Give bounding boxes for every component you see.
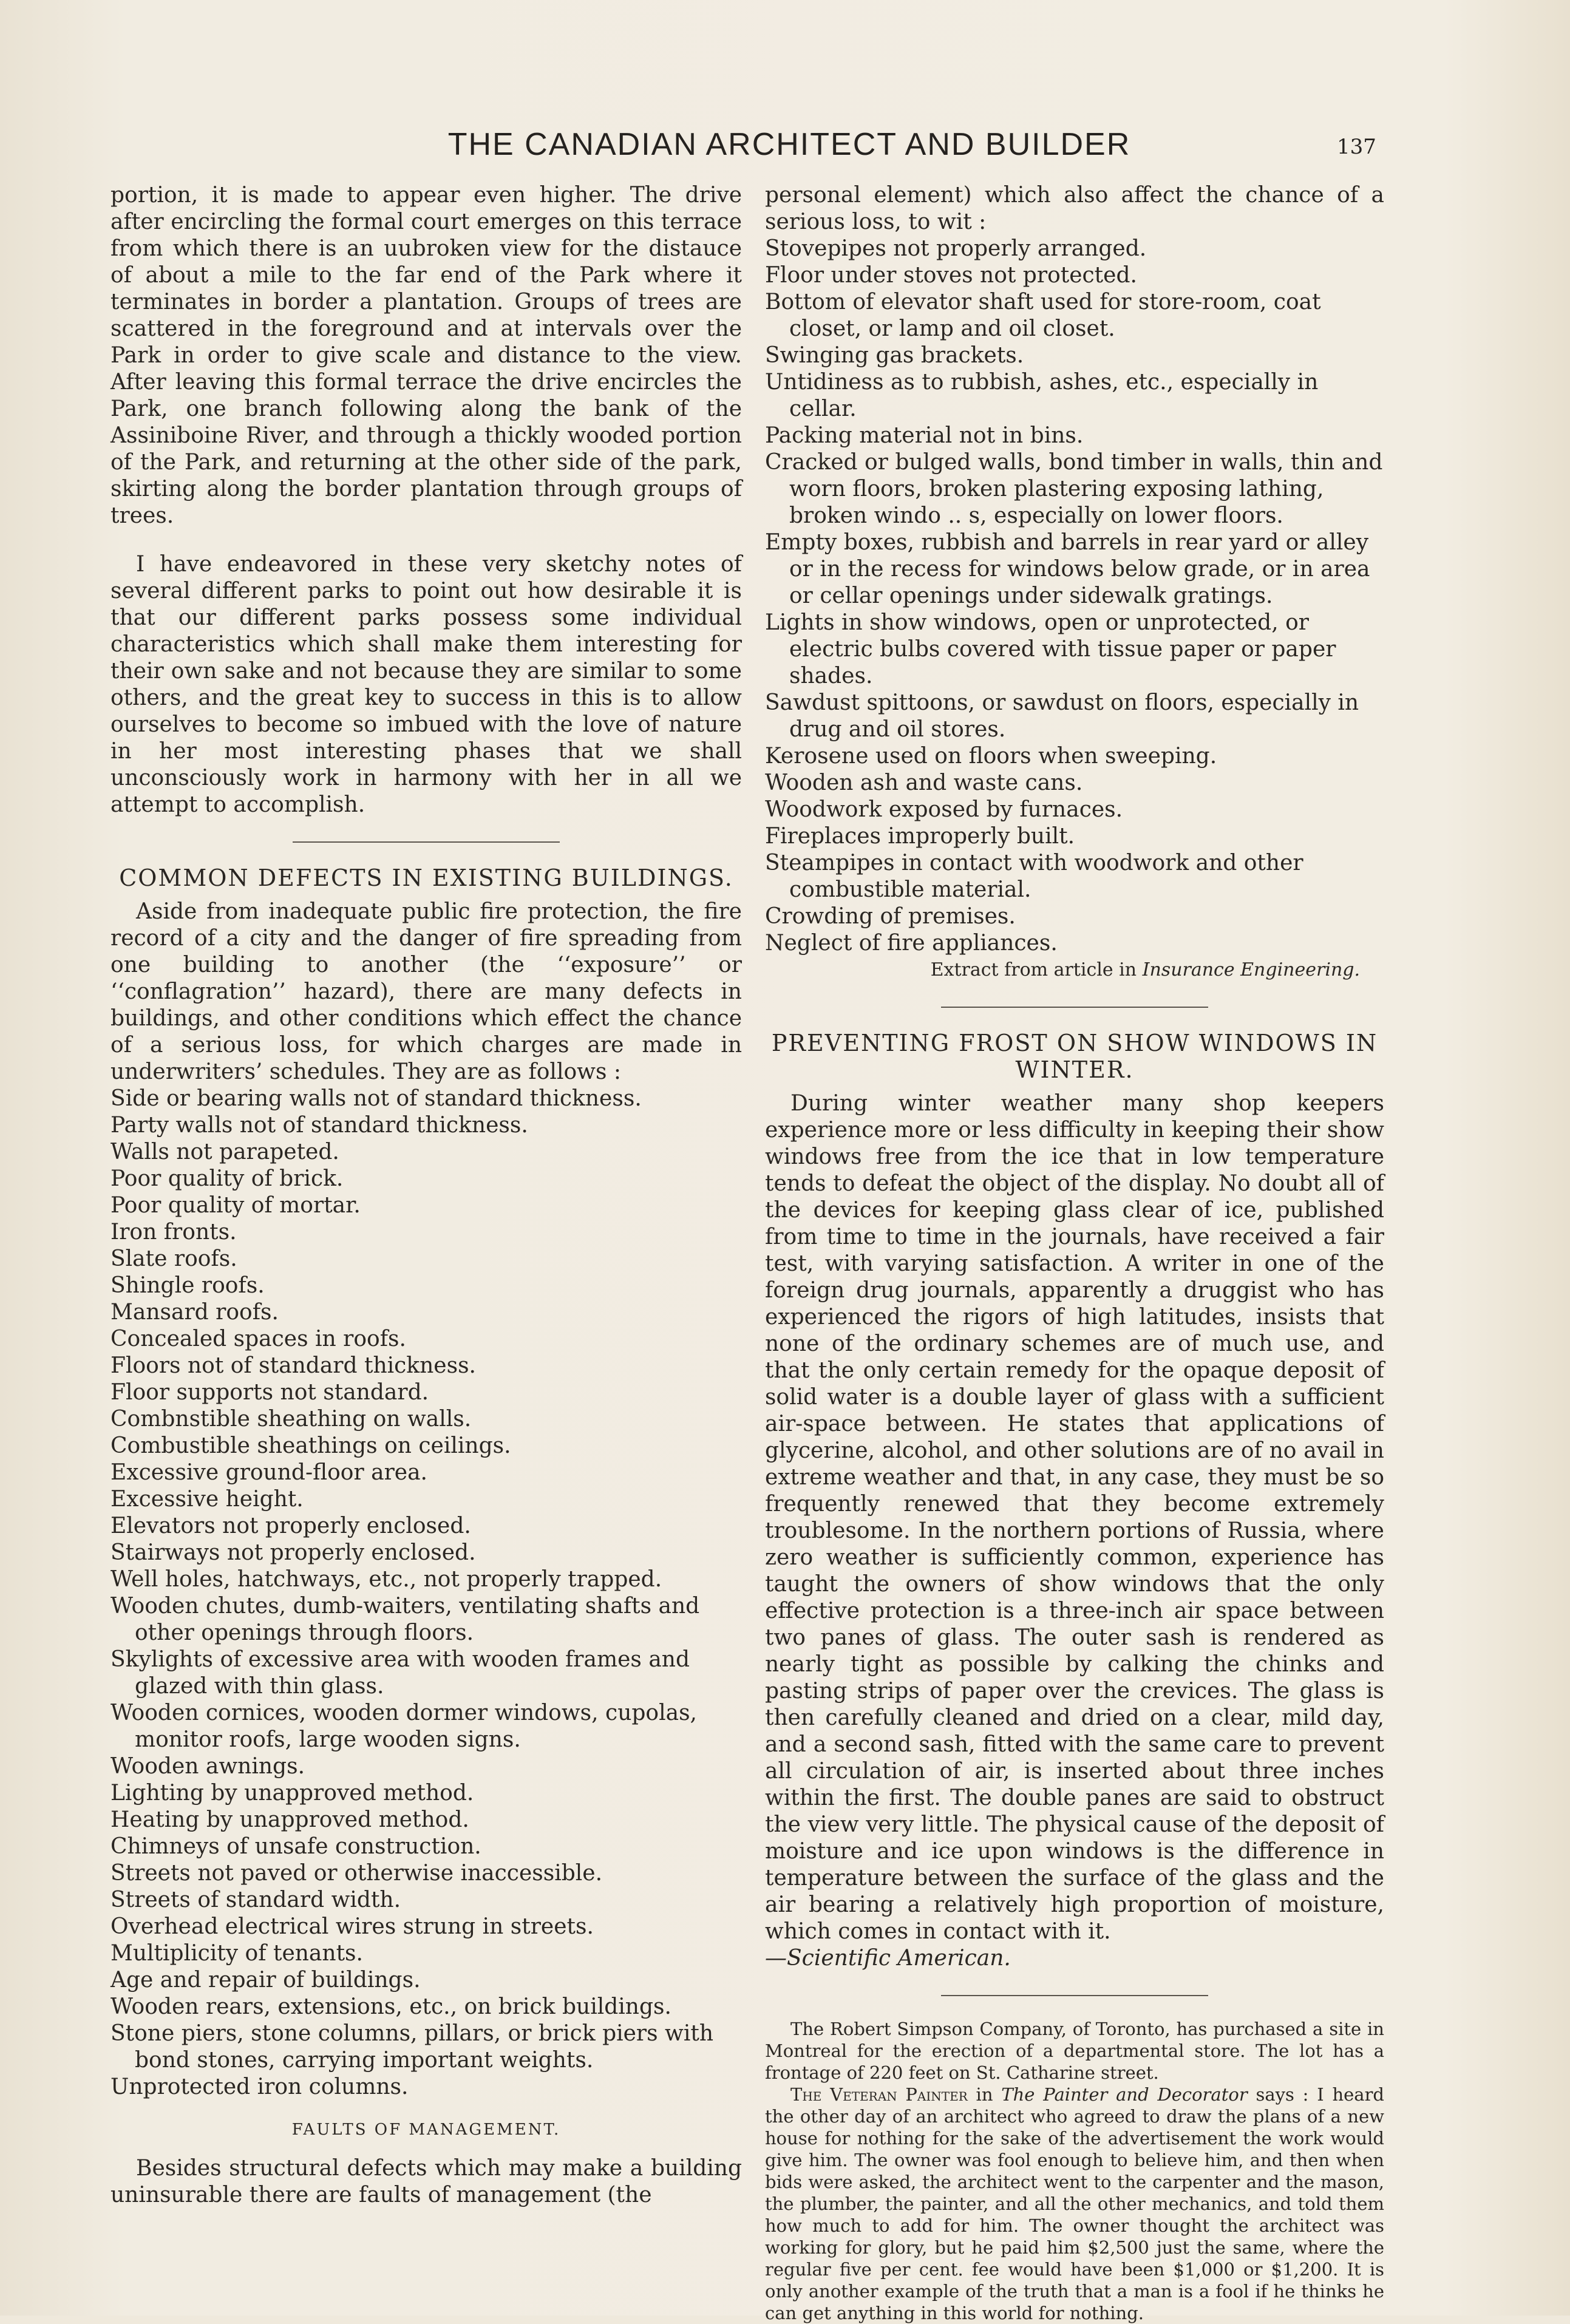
list-item: Excessive height. — [110, 1487, 304, 1512]
painter-note — [765, 2084, 1384, 2324]
credit-source: Insurance Engineering. — [1142, 959, 1360, 980]
list-item: Wooden awnings. — [110, 1754, 305, 1779]
list-item: Skylights of excessive area with wooden frames and glazed with thin glass. — [110, 1647, 690, 1699]
list-item: Excessive ground-floor area. — [110, 1460, 427, 1485]
frost-source — [765, 1945, 1384, 1972]
list-item: Side or bearing walls not of standard thickness. — [110, 1086, 642, 1111]
section-divider — [941, 1007, 1208, 1008]
list-item: Party walls not of standard thickness. — [110, 1113, 528, 1138]
frost-heading: PREVENTING FROST ON SHOW WINDOWS IN WINTER. — [771, 1030, 1378, 1083]
list-item: Stairways not properly enclosed. — [110, 1540, 476, 1565]
faults-continued: personal element) which also affect the chance of a serious loss, to wit : — [765, 183, 1384, 234]
faults-heading: FAULTS OF MANAGEMENT. — [291, 2121, 561, 2139]
park-paragraph-2: I have endeavored in these very sketchy notes of several different parks to point out how desirable it is that our different parks possess some individual characteristics which shall make them interesting for their own sake and not because they are similar to some others, and the great key to success in this is to allow ourselves to become so imbued with the love of nature in her most interesting phases that we shall unconsciously work in harmony with her in all we attempt to accomplish. — [110, 552, 742, 817]
list-item: Bottom of elevator shaft used for store-room, coat closet, or lamp and oil closet. — [765, 290, 1321, 341]
list-item: Slate roofs. — [110, 1246, 237, 1271]
list-item: Floor under stoves not protected. — [765, 263, 1137, 288]
page-number: 137 — [1337, 135, 1376, 159]
faults-list — [765, 236, 1384, 957]
list-item: Swinging gas brackets. — [765, 343, 1024, 368]
painter-body: says : I heard the other day of an architect who agreed to draw the plans of a new house for nothing for the sake of the advertisement the work would give him. The owner was fool enough to believe him, and then when bids were asked, the architect went to the carpenter and the mason, the plumber, the painter, and all the other mechanics, and told them how much to add for him. The owner thought the architect was working for glory, but he paid him $2,500 just the same, where the regular five per cent. fee would have been $1,000 or $1,200. It is only another example of the truth that a man is a fool if he thinks he can get anything in this world for nothing. — [765, 2084, 1384, 2323]
list-item: Elevators not properly enclosed. — [110, 1514, 471, 1538]
list-item: Fireplaces improperly built. — [765, 824, 1075, 849]
list-item: Iron fronts. — [110, 1220, 237, 1245]
left-column — [110, 182, 742, 2209]
list-item: Wooden rears, extensions, etc., on brick buildings. — [110, 1994, 671, 2019]
list-item: Untidiness as to rubbish, ashes, etc., especially in cellar. — [765, 370, 1319, 421]
list-item: Lights in show windows, open or unprotected, or electric bulbs covered with tissue paper or paper shades. — [765, 610, 1336, 688]
list-item: Stone piers, stone columns, pillars, or brick piers with bond stones, carrying important weights. — [110, 2021, 714, 2073]
right-column — [765, 182, 1384, 2324]
list-item: Steampipes in contact with woodwork and other combustible material. — [765, 851, 1303, 902]
park-paragraph-1: portion, it is made to appear even higher. The drive after encircling the formal court emerges on this terrace from which there is an uubroken view for the distauce of about a mile to the far end of the Park where it terminates in border a plantation. Groups of trees are scattered in the foreground and at intervals over the Park in order to give scale and distance to the view. After leaving this formal terrace the drive encircles the Park, one branch following along the bank of the Assiniboine River, and through a thickly wooded portion of the Park, and returning at the other side of the park, skirting along the border plantation through groups of trees. — [110, 183, 742, 528]
article-credit — [765, 957, 1360, 984]
list-item: Chimneys of unsafe construction. — [110, 1834, 481, 1859]
list-item: Combnstible sheathing on walls. — [110, 1407, 472, 1432]
list-item: Floors not of standard thickness. — [110, 1353, 476, 1378]
painter-lead: The Veteran Painter — [790, 2084, 968, 2105]
list-item: Packing material not in bins. — [765, 423, 1084, 448]
defects-heading: COMMON DEFECTS IN EXISTING BUILDINGS. — [119, 865, 733, 891]
list-item: Shingle roofs. — [110, 1273, 265, 1298]
list-item: Concealed spaces in roofs. — [110, 1327, 406, 1351]
simpson-note: The Robert Simpson Company, of Toronto, has purchased a site in Montreal for the erection of a departmental store. The lot has a frontage of 220 feet on St. Catharine street. — [765, 2019, 1384, 2083]
list-item: Wooden chutes, dumb-waiters, ventilating shafts and other openings through floors. — [110, 1594, 700, 1645]
list-item: Streets of standard width. — [110, 1887, 401, 1912]
list-item: Walls not parapeted. — [110, 1140, 339, 1164]
list-item: Stovepipes not properly arranged. — [765, 236, 1147, 261]
list-item: Wooden cornices, wooden dormer windows, cupolas, monitor roofs, large wooden signs. — [110, 1701, 697, 1752]
list-item: Unprotected iron columns. — [110, 2074, 409, 2099]
list-item: Poor quality of brick. — [110, 1166, 344, 1191]
list-item: Combustible sheathings on ceilings. — [110, 1433, 511, 1458]
list-item: Heating by unapproved method. — [110, 1807, 469, 1832]
list-item: Floor supports not standard. — [110, 1380, 429, 1405]
frost-source-text: —Scientific American. — [765, 1946, 1011, 1971]
list-item: Cracked or bulged walls, bond timber in walls, thin and worn floors, broken plastering exposing lathing, broken windo .. s, especially on lower floors. — [765, 450, 1383, 528]
faults-intro: Besides structural defects which may make a building uninsurable there are faults of management (the — [110, 2156, 742, 2207]
defects-list — [110, 1086, 742, 2101]
list-item: Mansard roofs. — [110, 1300, 279, 1325]
list-item: Well holes, hatchways, etc., not properly trapped. — [110, 1567, 662, 1592]
list-item: Woodwork exposed by furnaces. — [765, 797, 1123, 822]
list-item: Sawdust spittoons, or sawdust on floors, especially in drug and oil stores. — [765, 690, 1359, 742]
painter-in: in — [967, 2084, 1002, 2105]
list-item: Empty boxes, rubbish and barrels in rear yard or alley or in the recess for windows below grade, or in area or cellar openings under sidewalk gratings. — [765, 530, 1370, 608]
list-item: Poor quality of mortar. — [110, 1193, 361, 1218]
list-item: Kerosene used on floors when sweeping. — [765, 744, 1217, 769]
defects-intro: Aside from inadequate public fire protection, the fire record of a city and the danger of fire spreading from one building to another (the ‘‘exposure’’ or ‘‘conflagration’’ hazard), there are many defects in buildings, and other conditions which effect the chance of a serious loss, for which charges are made in underwriters’ schedules. They are as follows : — [110, 899, 742, 1084]
frost-body: During winter weather many shop keepers experience more or less difficulty in keeping their show windows free from the ice that in low temperature tends to defeat the object of the display. No doubt all of the devices for keeping glass clear of ice, published from time to time in the journals, have received a fair test, with varying satisfaction. A writer in one of the foreign drug journals, apparently a druggist who has experienced the rigors of high latitudes, insists that none of the ordinary schemes are of much use, and that the only certain remedy for the opaque deposit of solid water is a double layer of glass with a sufficient air-space between. He states that applications of glycerine, alcohol, and other solutions are of no avail in extreme weather and that, in any case, they must be so frequently renewed that they become extremely troublesome. In the northern portions of Russia, where zero weather is sufficiently common, experience has taught the owners of show windows that the only effective protection is a three-inch air space between two panes of glass. The outer sash is rendered as nearly tight as possible by calking the chinks and pasting strips of paper over the crevices. The glass is then carefully cleaned and dried on a clear, mild day, and a second sash, fitted with the same care to prevent all circulation of air, is inserted about three inches within the first. The double panes are said to obstruct the view very little. The physical cause of the deposit of moisture and ice upon windows is the difference in temperature between the surface of the glass and the air bearing a relatively high proportion of moisture, which comes in contact with it. — [765, 1091, 1384, 1944]
list-item: Streets not paved or otherwise inaccessible. — [110, 1861, 603, 1886]
section-divider — [941, 1995, 1208, 1996]
list-item: Lighting by unapproved method. — [110, 1781, 474, 1806]
list-item: Crowding of premises. — [765, 904, 1016, 929]
list-item: Multiplicity of tenants. — [110, 1941, 363, 1966]
credit-prefix: Extract from article in — [930, 959, 1143, 980]
list-item: Overhead electrical wires strung in streets. — [110, 1914, 594, 1939]
list-item: Age and repair of buildings. — [110, 1968, 421, 1993]
list-item: Neglect of fire appliances. — [765, 931, 1058, 956]
running-header: THE CANADIAN ARCHITECT AND BUILDER — [447, 127, 1131, 162]
painter-publication: The Painter and Decorator — [1001, 2084, 1248, 2105]
list-item: Wooden ash and waste cans. — [765, 770, 1083, 795]
section-divider — [293, 841, 560, 843]
